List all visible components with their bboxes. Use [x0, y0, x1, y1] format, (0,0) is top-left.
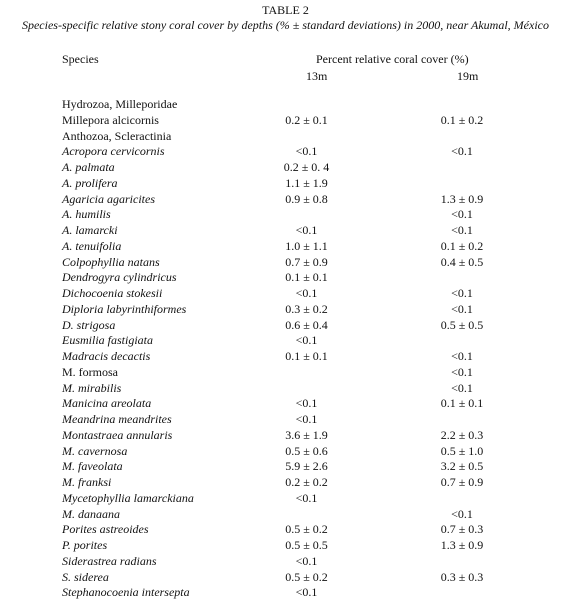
species-name: Diploria labyrinthiformes — [62, 301, 187, 316]
cover-13m-value: 0.9 ± 0.8 — [285, 191, 328, 206]
depth-13m-header: 13m — [306, 69, 328, 83]
cover-13m-value: <0.1 — [295, 490, 318, 505]
table-row — [0, 129, 571, 145]
species-column-header: Species — [62, 52, 99, 66]
cover-13m-value: 5.9 ± 2.6 — [285, 459, 328, 474]
table-row — [0, 475, 571, 491]
cover-19m-value: <0.1 — [451, 223, 473, 237]
cover-13m-value: 0.7 ± 0.9 — [285, 254, 328, 269]
table-row — [0, 554, 571, 570]
table-row — [0, 585, 571, 601]
species-name: A. palmata — [62, 160, 115, 174]
cover-19m-value: <0.1 — [451, 364, 473, 379]
species-name: Siderastrea radians — [62, 553, 157, 568]
cover-13m-value: 3.6 ± 1.9 — [285, 427, 328, 442]
species-name: M. danaana — [62, 506, 120, 521]
species-name: Anthozoa, Scleractinia — [62, 128, 172, 143]
cover-19m-value: <0.1 — [451, 207, 473, 222]
cover-19m-value: 0.1 ± 0.2 — [440, 112, 484, 127]
table-row — [0, 365, 571, 381]
table-row — [0, 459, 571, 475]
table-row — [0, 491, 571, 507]
species-name: Agaricia agaricites — [62, 191, 155, 206]
species-name: M. mirabilis — [62, 380, 122, 395]
cover-19m-value: 0.4 ± 0.5 — [440, 254, 484, 269]
table-row — [0, 97, 571, 113]
cover-13m-value: <0.1 — [295, 333, 318, 348]
cover-19m-value: <0.1 — [451, 506, 473, 521]
cover-13m-value: 1.0 ± 1.1 — [285, 238, 328, 253]
species-name: Millepora alcicornis — [62, 112, 159, 127]
species-name: Stephanocoenia intersepta — [62, 585, 190, 600]
species-name: M. formosa — [62, 364, 118, 379]
species-name: A. tenuifolia — [62, 238, 122, 253]
table-number: TABLE 2 — [262, 3, 309, 17]
species-table-body — [0, 97, 571, 601]
table-row — [0, 428, 571, 444]
cover-13m-value: <0.1 — [295, 286, 318, 300]
table-row — [0, 302, 571, 318]
cover-13m-value: 0.1 ± 0.1 — [285, 349, 328, 363]
cover-19m-value: <0.1 — [451, 301, 473, 316]
species-name: Dendrogyra cylindricus — [62, 270, 177, 285]
table-row — [0, 318, 571, 334]
table-row — [0, 144, 571, 160]
cover-13m-value: 0.1 ± 0.1 — [285, 270, 328, 285]
species-name: Montastraea annularis — [62, 427, 173, 442]
depth-19m-header: 19m — [457, 69, 479, 83]
cover-13m-value: 0.2 ± 0.2 — [285, 475, 328, 489]
species-name: Eusmilia fastigiata — [62, 333, 154, 348]
table-row — [0, 160, 571, 176]
table-row — [0, 522, 571, 538]
cover-13m-value: 0.5 ± 0.2 — [285, 569, 328, 584]
percent-cover-header: Percent relative coral cover (%) — [316, 52, 469, 66]
cover-13m-value: 0.2 ± 0. 4 — [283, 160, 330, 174]
species-name: Mycetophyllia lamarckiana — [62, 490, 194, 505]
species-name: A. humilis — [62, 207, 111, 222]
species-name: M. cavernosa — [62, 443, 128, 458]
table-row — [0, 570, 571, 586]
cover-13m-value: <0.1 — [295, 396, 318, 411]
cover-19m-value: 0.3 ± 0.3 — [440, 569, 484, 584]
cover-19m-value: 0.1 ± 0.1 — [440, 396, 484, 411]
cover-19m-value: 3.2 ± 0.5 — [440, 459, 484, 474]
cover-19m-value: <0.1 — [451, 286, 473, 300]
table-caption: Species-specific relative stony coral cover by depths (% ± standard deviations) in 2000, near Akumal, México — [21, 18, 549, 32]
species-name: Meandrina meandrites — [62, 412, 172, 426]
table-row — [0, 192, 571, 208]
cover-19m-value: 1.3 ± 0.9 — [440, 191, 484, 206]
cover-19m-value: <0.1 — [451, 380, 473, 395]
species-name: A. lamarcki — [62, 223, 118, 237]
cover-19m-value: 0.7 ± 0.3 — [440, 522, 484, 537]
cover-13m-value: <0.1 — [295, 223, 318, 237]
cover-19m-value: 1.3 ± 0.9 — [440, 538, 484, 552]
cover-19m-value: 0.1 ± 0.2 — [440, 238, 484, 253]
species-name: M. franksi — [62, 475, 112, 489]
species-name: A. prolifera — [62, 175, 118, 190]
table-row — [0, 176, 571, 192]
table-row — [0, 333, 571, 349]
table-row — [0, 538, 571, 554]
table-row — [0, 507, 571, 523]
table-row — [0, 412, 571, 428]
cover-13m-value: <0.1 — [295, 585, 318, 600]
cover-13m-value: <0.1 — [295, 144, 318, 159]
table-row — [0, 255, 571, 271]
table-row — [0, 223, 571, 239]
table-row — [0, 113, 571, 129]
species-name: M. faveolata — [62, 459, 123, 474]
table-row — [0, 286, 571, 302]
species-name: S. siderea — [62, 569, 109, 584]
cover-13m-value: <0.1 — [295, 553, 318, 568]
table-row — [0, 239, 571, 255]
cover-19m-value: <0.1 — [451, 144, 473, 159]
cover-13m-value: 0.5 ± 0.6 — [285, 443, 328, 458]
species-name: Dichocoenia stokesii — [62, 286, 163, 300]
table-row — [0, 349, 571, 365]
cover-13m-value: 1.1 ± 1.9 — [285, 175, 328, 190]
cover-13m-value: 0.5 ± 0.5 — [285, 538, 328, 552]
table-row — [0, 270, 571, 286]
cover-13m-value: 0.3 ± 0.2 — [285, 301, 328, 316]
table-row — [0, 444, 571, 460]
species-name: P. porites — [62, 538, 108, 552]
species-name: Madracis decactis — [62, 349, 151, 363]
cover-19m-value: 2.2 ± 0.3 — [440, 427, 484, 442]
species-name: Acropora cervicornis — [62, 144, 165, 159]
cover-19m-value: <0.1 — [451, 349, 473, 363]
table-row — [0, 207, 571, 223]
cover-13m-value: 0.6 ± 0.4 — [285, 317, 328, 332]
cover-13m-value: 0.2 ± 0.1 — [285, 112, 328, 127]
table-row — [0, 381, 571, 397]
species-name: Colpophyllia natans — [62, 254, 160, 269]
cover-19m-value: 0.7 ± 0.9 — [440, 475, 484, 489]
species-name: Porites astreoides — [62, 522, 149, 537]
cover-19m-value: 0.5 ± 1.0 — [440, 443, 484, 458]
species-name: D. strigosa — [62, 317, 116, 332]
cover-13m-value: 0.5 ± 0.2 — [285, 522, 328, 537]
cover-13m-value: <0.1 — [295, 412, 318, 426]
table-row — [0, 396, 571, 412]
cover-19m-value: 0.5 ± 0.5 — [440, 317, 484, 332]
species-name: Manicina areolata — [62, 396, 152, 411]
species-name: Hydrozoa, Milleporidae — [62, 97, 178, 111]
